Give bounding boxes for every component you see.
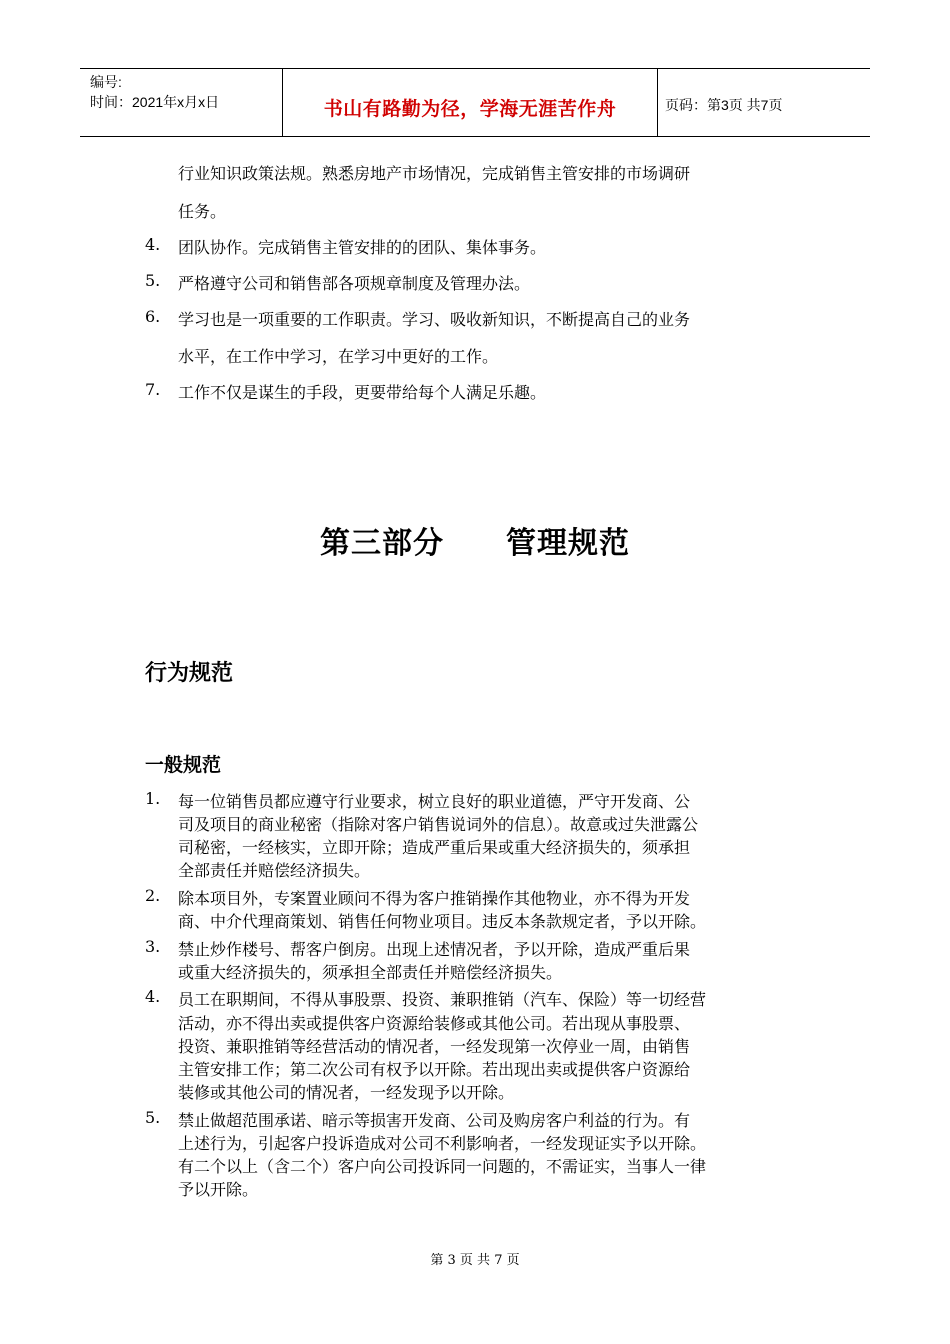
rule-text: 商、中介代理商策划、销售任何物业项目。违反本条款规定者，予以开除。 <box>178 912 707 931</box>
rule-text: 司及项目的商业秘密（指除对客户销售说词外的信息）。故意或过失泄露公 <box>178 815 699 834</box>
list-item-number: 7. <box>145 380 161 399</box>
rule-text: 每一位销售员都应遵守行业要求，树立良好的职业道德，严守开发商、公 <box>178 792 691 811</box>
document-number-label: 编号: <box>90 74 122 90</box>
list-item-number: 5. <box>145 271 161 290</box>
list-item-text: 工作不仅是谋生的手段，更要带给每个人满足乐趣。 <box>178 383 547 402</box>
rule-text: 司秘密，一经核实，立即开除；造成严重后果或重大经济损失的，须承担 <box>178 838 691 857</box>
page-footer: 第 3 页 共 7 页 <box>430 1253 520 1268</box>
rule-text: 投资、兼职推销等经营活动的情况者，一经发现第一次停业一周，由销售 <box>178 1037 691 1056</box>
document-date-label: 时间：2021年x月x日 <box>90 94 220 110</box>
heading-general-norms: 一般规范 <box>145 754 222 776</box>
page-header <box>80 68 870 137</box>
list-item-number: 4. <box>145 235 161 254</box>
rule-text: 禁止做超范围承诺、暗示等损害开发商、公司及购房客户利益的行为。有 <box>178 1111 691 1130</box>
rule-number: 2. <box>145 886 161 905</box>
header-meta-cell <box>80 69 282 136</box>
rule-number: 3. <box>145 937 161 956</box>
list-continuation-line: 行业知识政策法规。熟悉房地产市场情况，完成销售主管安排的市场调研 <box>178 164 691 183</box>
list-item-number: 6. <box>145 307 161 326</box>
list-item-text: 严格遵守公司和销售部各项规章制度及管理办法。 <box>178 274 531 293</box>
header-motto: 书山有路勤为径，学海无涯苦作舟 <box>323 99 617 120</box>
rule-text: 装修或其他公司的情况者，一经发现予以开除。 <box>178 1083 515 1102</box>
rule-text: 或重大经济损失的，须承担全部责任并赔偿经济损失。 <box>178 963 563 982</box>
list-item-text: 学习也是一项重要的工作职责。学习、吸收新知识，不断提高自己的业务 <box>178 310 691 329</box>
list-item-text: 水平，在工作中学习，在学习中更好的工作。 <box>178 347 499 366</box>
header-motto-cell <box>282 69 658 136</box>
section-title: 第三部分 管理规范 <box>320 526 630 561</box>
list-continuation-line: 任务。 <box>178 202 227 221</box>
rule-text: 上述行为，引起客户投诉造成对公司不利影响者，一经发现证实予以开除。 <box>178 1134 707 1153</box>
rule-number: 5. <box>145 1108 161 1127</box>
rule-text: 予以开除。 <box>178 1180 259 1199</box>
rule-text: 活动，亦不得出卖或提供客户资源给装修或其他公司。若出现从事股票、 <box>178 1014 691 1033</box>
header-page-number: 页码：第3页 共7页 <box>665 97 783 113</box>
rule-text: 员工在职期间，不得从事股票、投资、兼职推销（汽车、保险）等一切经营 <box>178 990 707 1009</box>
rule-text: 全部责任并赔偿经济损失。 <box>178 861 371 880</box>
rule-text: 禁止炒作楼号、帮客户倒房。出现上述情况者，予以开除，造成严重后果 <box>178 940 691 959</box>
rule-text: 除本项目外，专案置业顾问不得为客户推销操作其他物业，亦不得为开发 <box>178 889 691 908</box>
header-page-cell <box>657 69 870 136</box>
list-item-text: 团队协作。完成销售主管安排的的团队、集体事务。 <box>178 238 547 257</box>
heading-behavior-norms: 行为规范 <box>145 660 234 686</box>
rule-number: 1. <box>145 789 161 808</box>
rule-text: 主管安排工作；第二次公司有权予以开除。若出现出卖或提供客户资源给 <box>178 1060 691 1079</box>
rule-number: 4. <box>145 987 161 1006</box>
rule-text: 有二个以上（含二个）客户向公司投诉同一问题的，不需证实，当事人一律 <box>178 1157 707 1176</box>
